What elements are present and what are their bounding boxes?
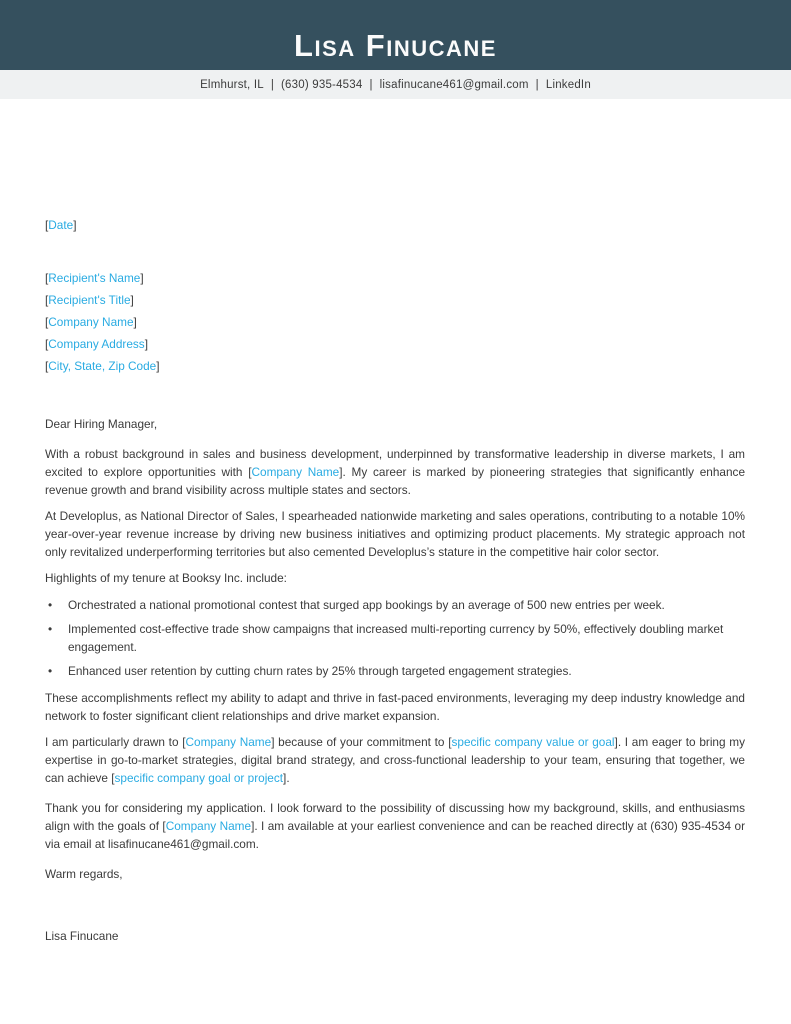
date-line (45, 216, 745, 234)
contact-separator: | (270, 78, 275, 91)
contact-location: Elmhurst, IL (200, 78, 264, 91)
placeholder-field[interactable]: [specific company value or goal] (448, 735, 618, 749)
contact-separator: | (369, 78, 373, 91)
placeholder-field[interactable]: [Company Name] (182, 735, 275, 749)
placeholder-text: Recipient's Title (48, 293, 131, 307)
bullet-item: • Orchestrated a national promotional contest that surged app bookings by an average of 500 new entries per week. (45, 596, 745, 614)
placeholder-text: City, State, Zip Code (48, 359, 157, 373)
placeholder-text: Company Name (165, 819, 252, 833)
recipient-title-line (45, 289, 745, 311)
closing-line: Warm regards, (45, 867, 123, 881)
company-address-line (45, 333, 745, 355)
contact-email[interactable]: lisafinucane461@gmail.com (379, 78, 529, 91)
placeholder-field[interactable]: [City, State, Zip Code] (45, 359, 160, 373)
letter-body (0, 216, 791, 945)
placeholder-text: Company Name (185, 735, 272, 749)
highlights-lead-in: Highlights of my tenure at Booksy Inc. include: (45, 571, 287, 585)
placeholder-text: specific company goal or project (114, 771, 284, 785)
drawn-to-paragraph: I am particularly drawn to [Company Name] because of your commitment to [specific company value or goal]. I am eager to bring my expertise in go-to-market strategies, digital brand strategy, and cross-functional leadership to your team, ensuring that together, we can achieve [specific company goal or project]. (45, 735, 745, 785)
placeholder-field[interactable]: [Date] (45, 218, 77, 232)
placeholder-text: specific company value or goal (451, 735, 615, 749)
contact-linkedin-link[interactable]: LinkedIn (545, 78, 591, 91)
salutation: Dear Hiring Manager, (45, 417, 158, 431)
intro-paragraph: With a robust background in sales and business development, underpinned by transformative leadership in diverse markets, I am excited to explore opportunities with [Company Name]. My career is marked by pioneering strategies that significantly enhance revenue growth and brand visibility across multiple states and sectors. (45, 447, 746, 497)
company-name-line (45, 311, 745, 333)
signature-name: Lisa Finucane (45, 929, 119, 943)
contact-phone: (630) 935-4534 (281, 78, 363, 91)
placeholder-text: Date (48, 218, 74, 232)
placeholder-field[interactable]: [specific company goal or project] (111, 771, 287, 785)
bullet-item: • Implemented cost-effective trade show campaigns that increased multi-reporting currency by 50%, effectively doubling market engagement. (45, 620, 745, 656)
thank-you-paragraph: Thank you for considering my application. I look forward to the possibility of discussing how my background, skills, and enthusiasms align with the goals of [Company Name]. I am available at your earliest convenience and can be reached directly at (630) 935-4534 or via email at lisafinucane461@gmail.com. (45, 801, 746, 851)
developlus-paragraph: At Developlus, as National Director of Sales, I spearheaded nationwide marketing and sales operations, contributing to a notable 10% year-over-year revenue increase by driving new business initiatives and optimizing product placements. My strategic approach not only revitalized underperforming territories but also cemented Developlus’s stature in the competitive hair color sector. (45, 509, 745, 559)
placeholder-field[interactable]: [Recipient's Name] (45, 271, 144, 285)
accomplishments-paragraph: These accomplishments reflect my ability to adapt and thrive in fast-paced environments, leveraging my deep industry knowledge and network to foster significant client relationships and drive market expansion. (45, 691, 745, 723)
placeholder-field[interactable]: [Company Name] (162, 819, 255, 833)
candidate-name: Lisa Finucane (294, 28, 497, 63)
bullet-list (45, 596, 745, 680)
placeholder-field[interactable]: [Company Name] (45, 315, 137, 329)
placeholder-text: Company Name (48, 315, 134, 329)
header-banner (0, 0, 791, 70)
placeholder-text: Recipient's Name (48, 271, 141, 285)
placeholder-field[interactable]: [Company Name] (248, 465, 343, 479)
city-state-zip-line (45, 355, 745, 377)
placeholder-field[interactable]: [Recipient's Title] (45, 293, 134, 307)
recipient-name-line (45, 267, 745, 289)
placeholder-field[interactable]: [Company Address] (45, 337, 148, 351)
placeholder-text: Company Address (48, 337, 145, 351)
contact-bar (0, 70, 791, 99)
contact-separator: | (535, 78, 539, 91)
bullet-item: • Enhanced user retention by cutting churn rates by 25% through targeted engagement strategies. (45, 662, 745, 680)
placeholder-text: Company Name (251, 465, 340, 479)
